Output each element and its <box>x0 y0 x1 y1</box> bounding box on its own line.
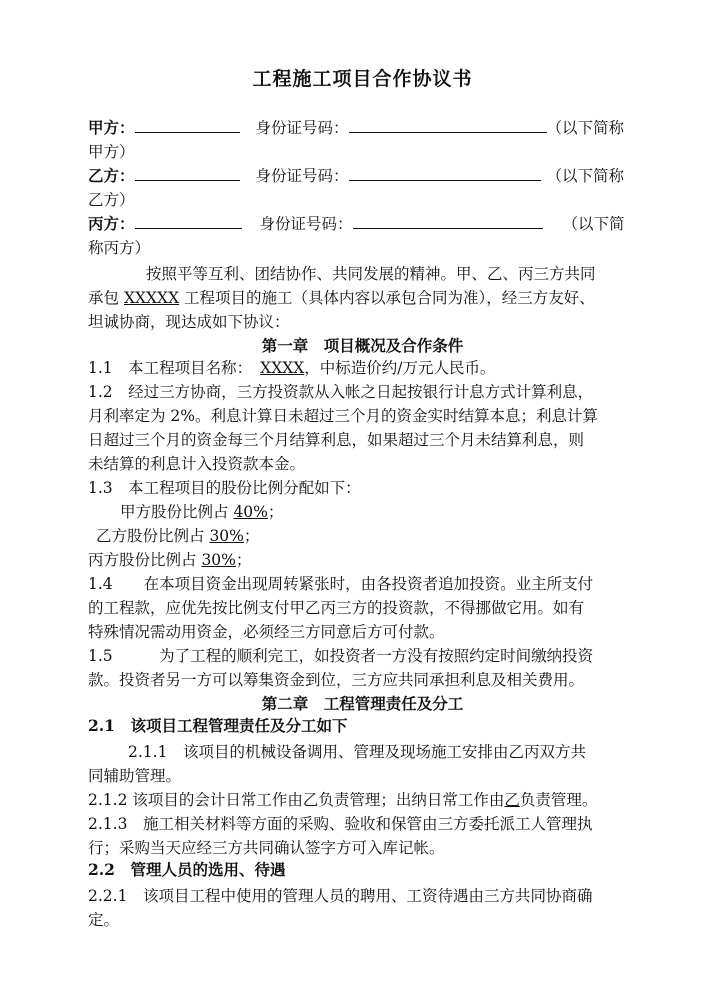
party-b-label: 乙方： <box>88 166 135 185</box>
party-b-name-blank <box>135 164 240 181</box>
party-b-id-blank <box>349 164 541 181</box>
party-a-id-blank <box>349 116 547 133</box>
party-a-note: （以下简称 <box>546 119 625 137</box>
share-c-pct: 30% <box>201 551 236 569</box>
clause-1-3: 1.3 本工程项目的股份比例分配如下： <box>88 479 361 497</box>
share-b-pct: 30% <box>209 527 244 545</box>
party-b-line <box>88 164 648 188</box>
party-b-id-label: 身份证号码： <box>255 167 349 185</box>
share-party-a: 甲方股份比例占 40%； <box>120 503 284 521</box>
clause-1-2-line-2: 月利率定为 2%。利息计算日未超过三个月的资金实时结算本息；利息计算 <box>88 407 599 425</box>
clause-1-1: 1.1 本工程项目名称： XXXX，中标造价约/万元人民币。 <box>88 359 496 377</box>
party-b-note-cont: 乙方） <box>88 191 135 209</box>
intro-line-3: 坦诚协商，现达成如下协议： <box>88 313 290 331</box>
chapter-1-heading: 第一章 项目概况及合作条件 <box>261 336 464 355</box>
party-c-id-label: 身份证号码： <box>259 215 353 233</box>
party-a-line <box>88 116 648 140</box>
clause-2-1-3-line-1: 2.1.3 施工相关材料等方面的采购、验收和保管由三方委托派工人管理执 <box>88 815 593 833</box>
clause-2-1-1-line-2: 同辅助管理。 <box>88 767 182 785</box>
clause-1-2-line-1: 1.2 经过三方协商，三方投资款从入帐之日起按银行计息方式计算利息， <box>88 383 594 401</box>
clause-1-4-line-3: 特殊情况需动用资金，必须经三方同意后方可付款。 <box>88 623 445 641</box>
party-a-note-cont: 甲方） <box>88 143 135 161</box>
party-c-id-blank <box>353 212 543 229</box>
share-a-pct: 40% <box>233 503 268 521</box>
clause-2-2-1-line-1: 2.2.1 该项目工程中使用的管理人员的聘用、工资待遇由三方共同协商确 <box>88 887 593 905</box>
clause-2-2-1-line-2: 定。 <box>88 911 120 929</box>
party-c-note: （以下简 <box>562 215 625 233</box>
chapter-2-heading: 第二章 工程管理责任及分工 <box>261 694 464 713</box>
document-title: 工程施工项目合作协议书 <box>252 68 473 90</box>
party-c-label: 丙方： <box>88 214 135 233</box>
project-title-placeholder: XXXX <box>260 359 305 377</box>
clause-1-5-line-2: 款。投资者另一方可以筹集资金到位，三方应共同承担利息及相关费用。 <box>88 671 585 689</box>
clause-2-1-3-line-2: 行；采购当天应经三方共同确认签字方可入库记帐。 <box>88 839 445 857</box>
party-c-note-cont: 称丙方） <box>88 239 151 257</box>
section-2-2-heading: 2.2 管理人员的选用、待遇 <box>88 860 286 879</box>
clause-2-1-1-line-1: 2.1.1 该项目的机械设备调用、管理及现场施工安排由乙丙双方共 <box>128 743 586 761</box>
party-c-name-blank <box>135 212 242 229</box>
clause-1-2-line-4: 未结算的利息计入投资款本金。 <box>88 455 306 473</box>
party-b-note: （以下简称 <box>546 167 625 185</box>
clause-1-4-line-2: 的工程款，应优先按比例支付甲乙丙三方的投资款，不得挪做它用。如有 <box>88 599 585 617</box>
cashier-owner: 乙 <box>504 791 520 809</box>
clause-1-5-line-1: 1.5 为了工程的顺利完工，如投资者一方没有按照约定时间缴纳投资 <box>88 647 594 665</box>
party-c-line <box>88 212 648 236</box>
clause-1-4-line-1: 1.4 在本项目资金出现周转紧张时，由各投资者追加投资。业主所支付 <box>88 575 594 593</box>
section-2-1-heading: 2.1 该项目工程管理责任及分工如下 <box>88 716 348 735</box>
intro-line-1: 按照平等互利、团结协作、共同发展的精神。甲、乙、丙三方共同 <box>146 265 596 283</box>
party-a-label: 甲方： <box>88 118 135 137</box>
party-a-name-blank <box>135 116 240 133</box>
clause-1-2-line-3: 日超过三个月的资金每三个月结算利息，如果超过三个月未结算利息，则 <box>88 431 585 449</box>
intro-line-2: 承包 XXXXX 工程项目的施工（具体内容以承包合同为准），经三方友好、 <box>88 289 595 307</box>
share-party-b: 乙方股份比例占 30%； <box>96 527 260 545</box>
project-name-placeholder: XXXXX <box>123 289 180 307</box>
party-a-id-label: 身份证号码： <box>255 119 349 137</box>
share-party-c: 丙方股份比例占 30%； <box>88 551 252 569</box>
clause-2-1-2: 2.1.2 该项目的会计日常工作由乙负责管理；出纳日常工作由乙负责管理。 <box>88 791 598 809</box>
